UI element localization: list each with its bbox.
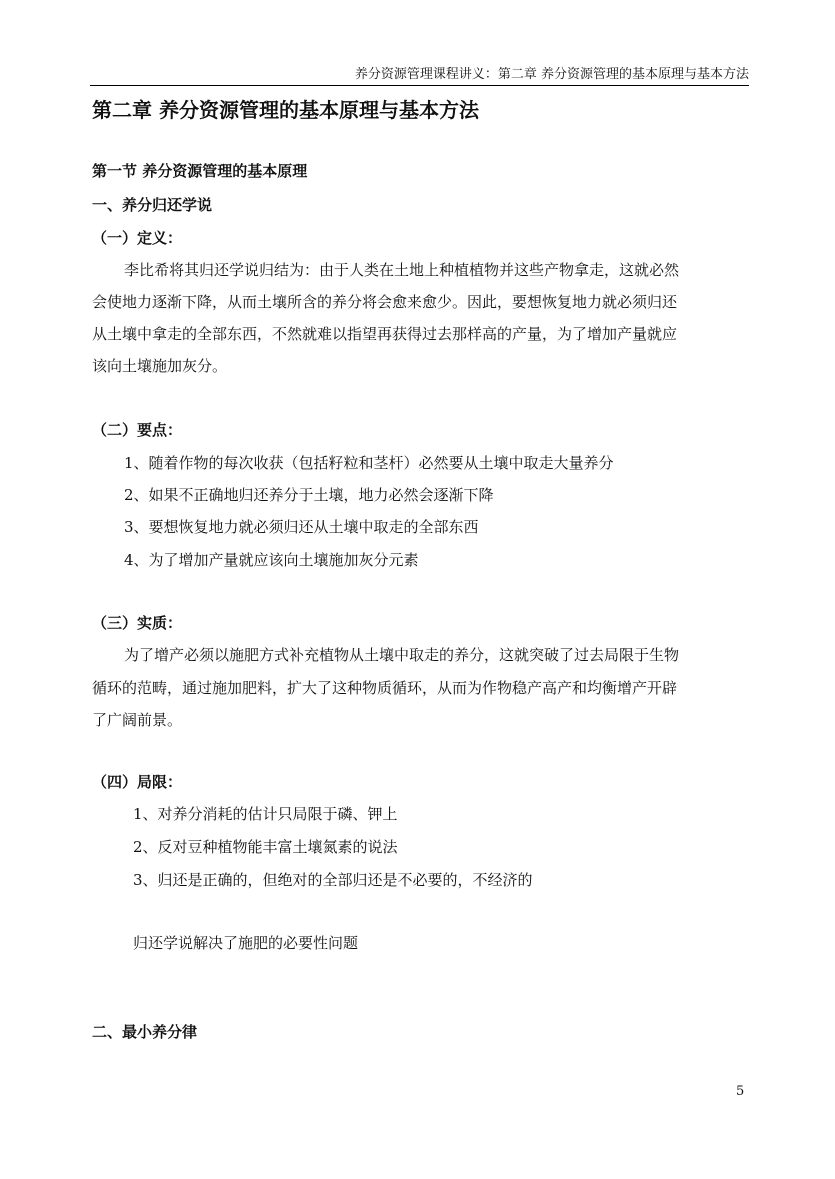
limit-item-2: 2、反对豆种植物能丰富土壤氮素的说法 <box>133 838 398 856</box>
limit-item-1: 1、对养分消耗的估计只局限于磷、钾上 <box>133 805 398 823</box>
definition-line-3: 从土壤中拿走的全部东西，不然就难以指望再获得过去那样高的产量，为了增加产量就应 <box>92 325 678 343</box>
definition-line-2: 会使地力逐渐下降，从而土壤所含的养分将会愈来愈少。因此，要想恢复地力就必须归还 <box>92 293 678 311</box>
key-point-3: 3、要想恢复地力就必须归还从土壤中取走的全部东西 <box>124 518 479 536</box>
definition-heading: （一）定义： <box>92 229 183 247</box>
header-rule <box>90 85 749 86</box>
key-point-2: 2、如果不正确地归还养分于土壤，地力必然会逐渐下降 <box>124 486 494 504</box>
essence-line-3: 了广阔前景。 <box>92 711 183 729</box>
running-header: 养分资源管理课程讲义：第二章 养分资源管理的基本原理与基本方法 <box>354 67 749 82</box>
key-point-4: 4、为了增加产量就应该向土壤施加灰分元素 <box>124 551 419 569</box>
subsection-title-1: 一、养分归还学说 <box>92 196 213 214</box>
limits-heading: （四）局限： <box>92 773 183 791</box>
key-points-heading: （二）要点： <box>92 421 183 439</box>
conclusion-text: 归还学说解决了施肥的必要性问题 <box>133 934 359 952</box>
limit-item-3: 3、归还是正确的，但绝对的全部归还是不必要的，不经济的 <box>133 871 533 889</box>
essence-line-2: 循环的范畴，通过施加肥料，扩大了这种物质循环，从而为作物稳产高产和均衡增产开辟 <box>92 679 678 697</box>
subsection-title-2: 二、最小养分律 <box>92 1023 198 1041</box>
key-point-1: 1、随着作物的每次收获（包括籽粒和茎杆）必然要从土壤中取走大量养分 <box>124 454 614 472</box>
chapter-title: 第二章 养分资源管理的基本原理与基本方法 <box>92 98 479 122</box>
section-title: 第一节 养分资源管理的基本原理 <box>92 162 308 180</box>
essence-heading: （三）实质： <box>92 614 183 632</box>
definition-line-1: 李比希将其归还学说归结为：由于人类在土地上种植植物并这些产物拿走，这就必然 <box>124 261 680 279</box>
page-number: 5 <box>736 1084 745 1099</box>
essence-line-1: 为了增产必须以施肥方式补充植物从土壤中取走的养分，这就突破了过去局限于生物 <box>124 646 680 664</box>
definition-line-4: 该向土壤施加灰分。 <box>92 357 228 375</box>
